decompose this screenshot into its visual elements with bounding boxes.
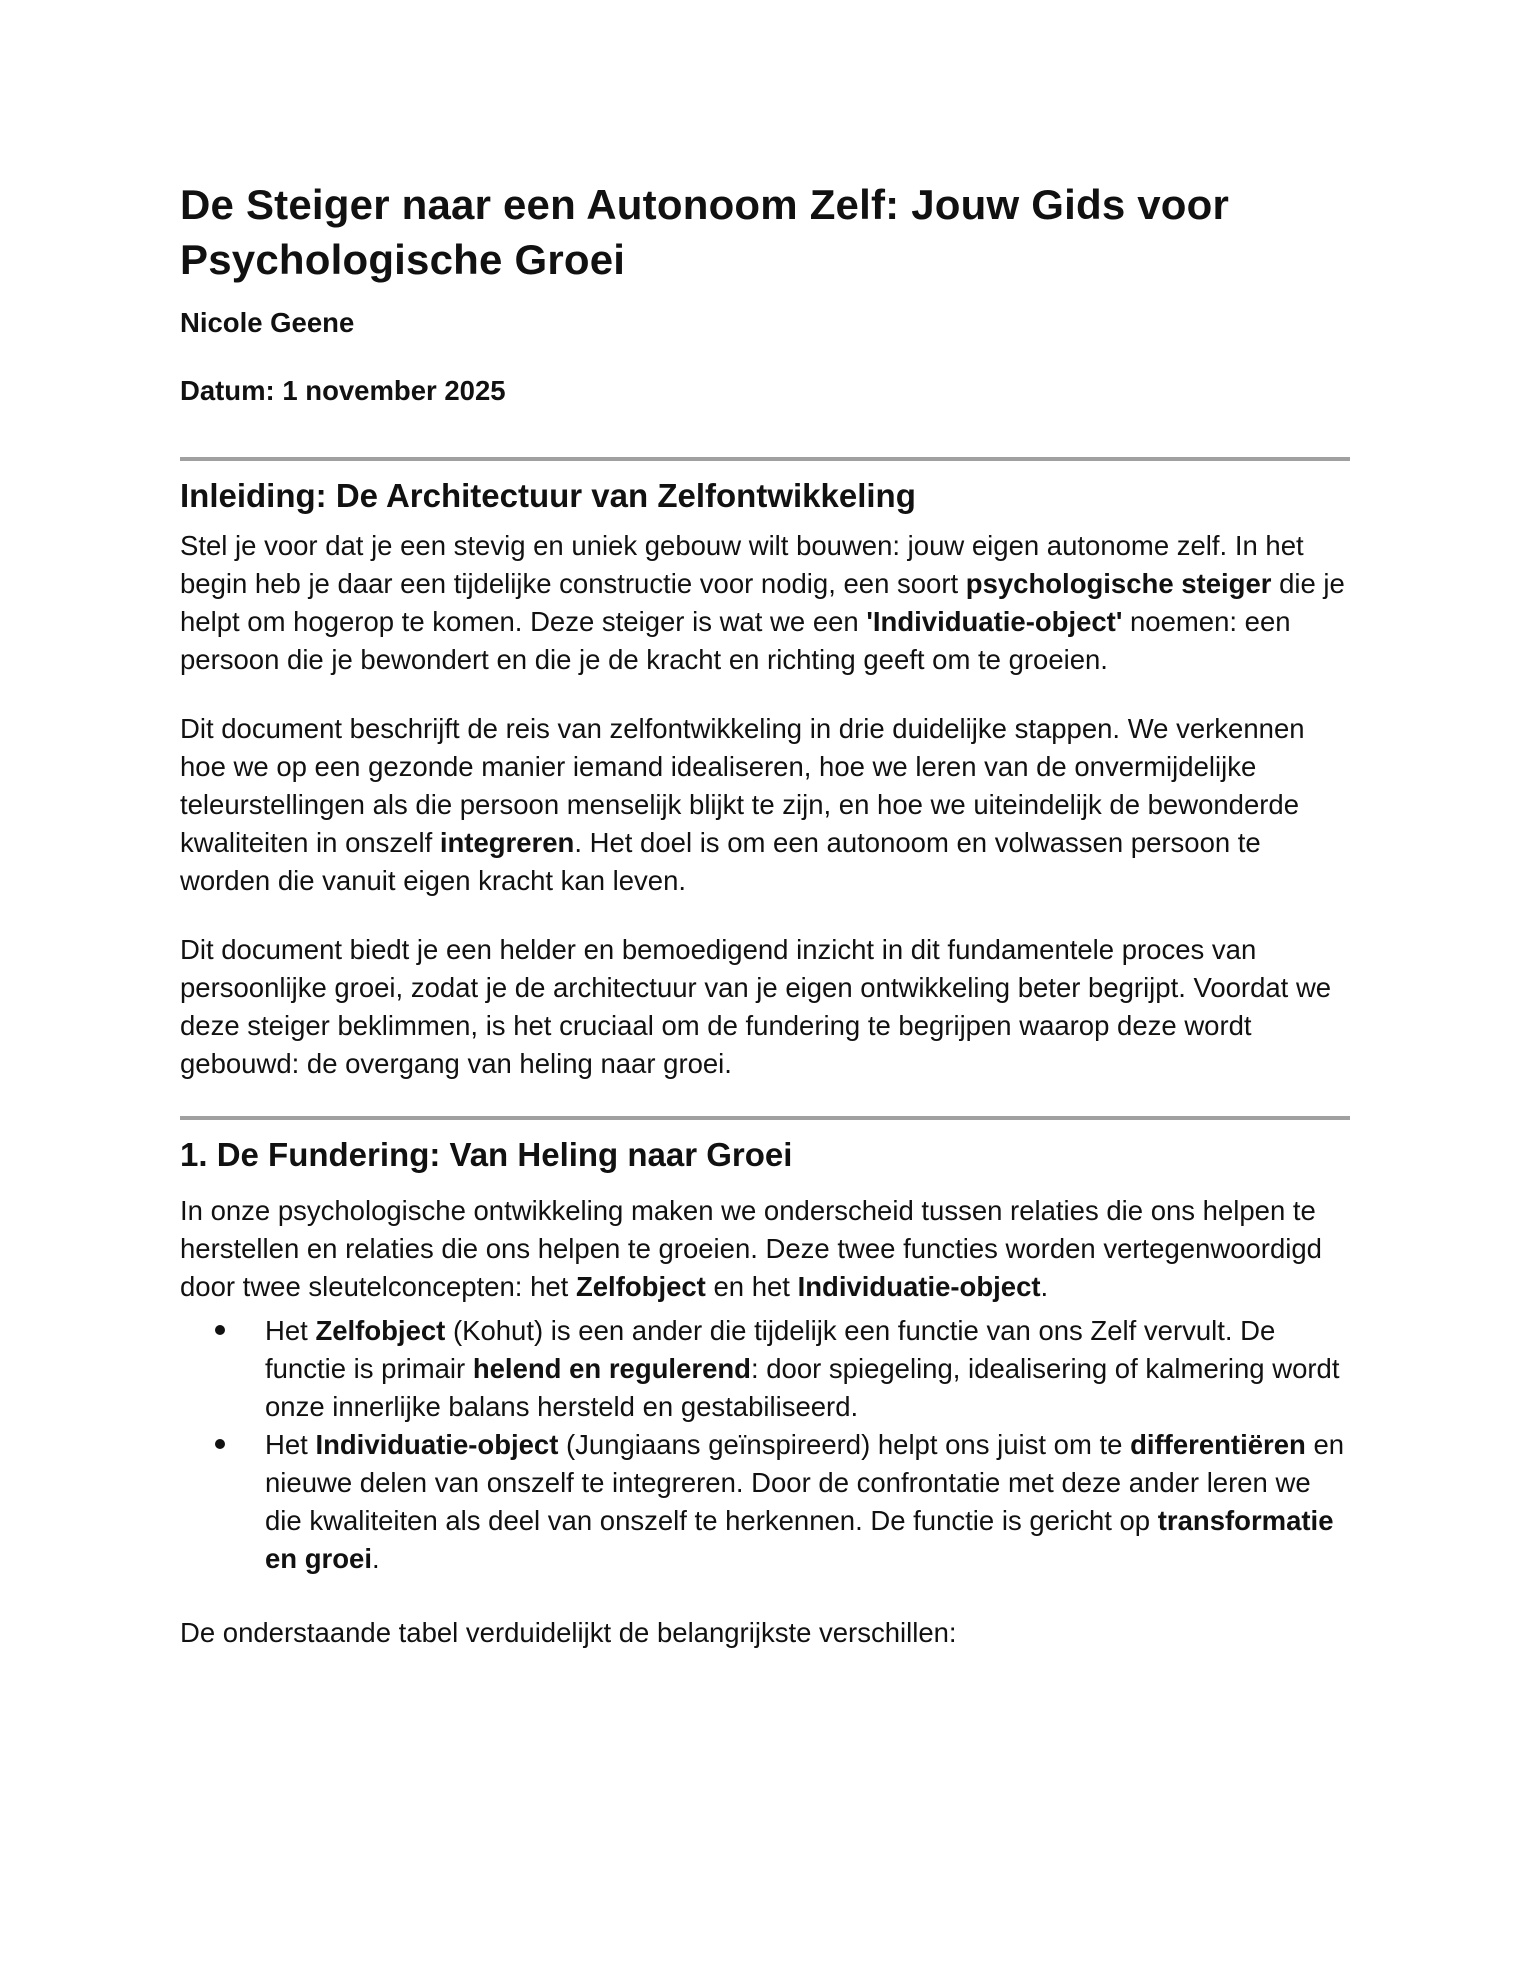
section1-heading: 1. De Fundering: Van Heling naar Groei (180, 1136, 793, 1173)
intro-paragraph-2: Dit document beschrijft de reis van zelfontwikkeling in drie duidelijke stappen. We verkennen hoe we op een gezonde manier iemand idealiseren, hoe we leren van de onvermijdelijke teleurstellingen als die persoon menselijk blijkt te zijn, en hoe we uiteindelijk de bewonderde kwaliteiten in onszelf integreren. Het doel is om een autonoom en volwassen persoon te worden die vanuit eigen kracht kan leven. (180, 713, 1305, 896)
closing-paragraph: De onderstaande tabel verduidelijkt de belangrijkste verschillen: (180, 1617, 957, 1648)
intro-paragraph-3: Dit document biedt je een helder en bemoedigend inzicht in dit fundamentele proces van persoonlijke groei, zodat je de architectuur van je eigen ontwikkeling beter begrijpt. Voordat we deze steiger beklimmen, is het cruciaal om de fundering te begrijpen waarop deze wordt gebouwd: de overgang van heling naar groei. (180, 934, 1332, 1079)
section-divider (180, 1116, 1350, 1120)
bullet-icon (215, 1325, 225, 1335)
bullet-icon (215, 1439, 225, 1449)
list-item-individuatie-object: Het Individuatie-object (Jungiaans geïnspireerd) helpt ons juist om te differentiëren en nieuwe delen van onszelf te integreren. Door de confrontatie met deze ander leren we die kwaliteiten als deel van onszelf te herkennen. De functie is gericht op transformatie en groei. (180, 1426, 1350, 1578)
list-item-zelfobject: Het Zelfobject (Kohut) is een ander die tijdelijk een functie van ons Zelf vervult. De functie is primair helend en regulerend: door spiegeling, idealisering of kalmering wordt onze innerlijke balans hersteld en gestabiliseerd. (180, 1312, 1350, 1426)
author-line: Nicole Geene (180, 307, 355, 338)
document-title: De Steiger naar een Autonoom Zelf: Jouw Gids voor Psychologische Groei (180, 181, 1230, 283)
section1-paragraph: In onze psychologische ontwikkeling maken we onderscheid tussen relaties die ons helpen te herstellen en relaties die ons helpen te groeien. Deze twee functies worden vertegenwoordigd door twee sleutelconcepten: het Zelfobject en het Individuatie-object. (180, 1195, 1322, 1302)
intro-paragraph-1: Stel je voor dat je een stevig en uniek gebouw wilt bouwen: jouw eigen autonome zelf. In het begin heb je daar een tijdelijke constructie voor nodig, een soort psychologische steiger die je helpt om hogerop te komen. Deze steiger is wat we een 'Individuatie-object' noemen: een persoon die je bewondert en die je de kracht en richting geeft om te groeien. (180, 530, 1345, 675)
date-line: Datum: 1 november 2025 (180, 375, 506, 406)
section-divider (180, 457, 1350, 461)
intro-heading: Inleiding: De Architectuur van Zelfontwikkeling (180, 477, 916, 514)
bullet-list (180, 1312, 1350, 1578)
